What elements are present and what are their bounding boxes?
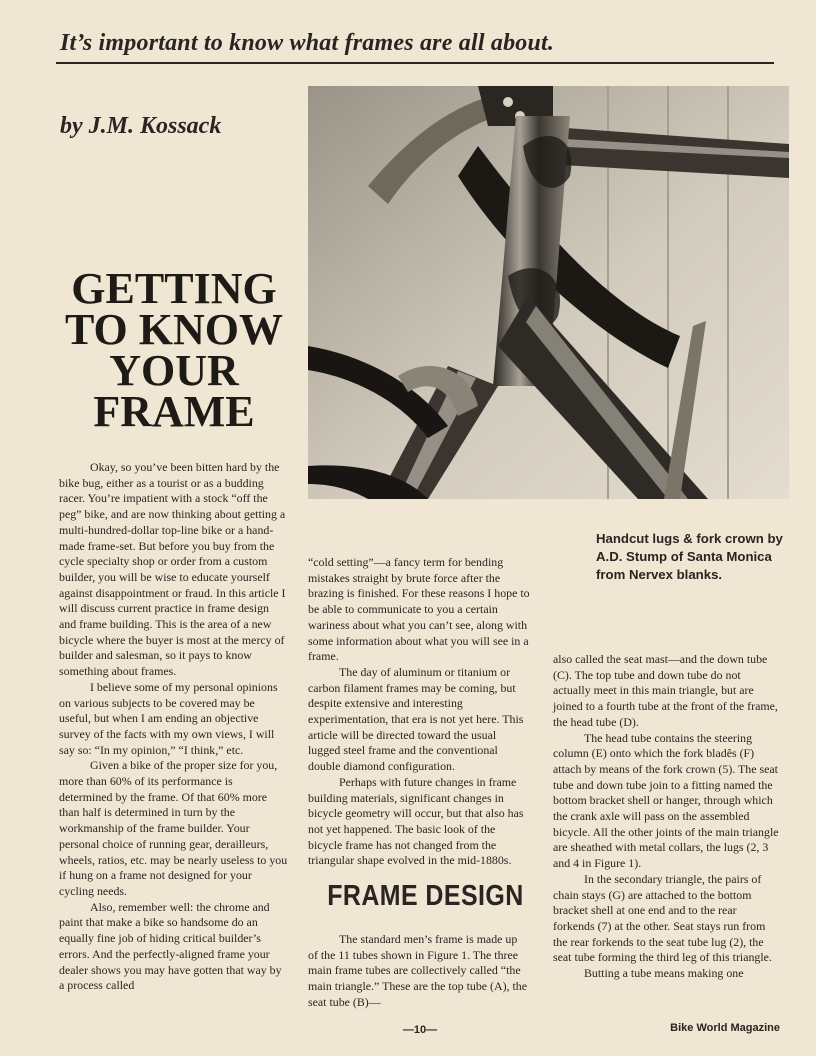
section-heading: FRAME DESIGN — [327, 880, 524, 912]
paragraph: Given a bike of the proper size for you, more than 60% of its performance is determined by the frame. Of that 60% more than half is determined in turn by the workmanship of the frame builder. Your personal choice of running gear, derailleurs, wheels, ratios, etc. may be nearly useless to you if hung on a frame not designed for your cycling needs. — [59, 758, 288, 898]
article-title — [55, 264, 293, 436]
bicycle-lug-photo — [308, 86, 789, 499]
paragraph: Also, remember well: the chrome and paint that make a bike so handsome do an equally fine job of hiding critical builder’s errors. And the perfectly-aligned frame your dealer shows you may have gotten that way by a process called — [59, 899, 282, 993]
paragraph: The standard men’s frame is made up of the 11 tubes shown in Figure 1. The three main frame tubes are collectively called “the main triangle.” These are the top tube (A), the seat tube (B)— — [308, 932, 528, 1009]
paragraph: Perhaps with future changes in frame building materials, significant changes in bicycle geometry will occur, but that also has not yet happened. The basic look of the bicycle frame has not changed from the triangular shape evolved in the mid-1880s. — [308, 774, 524, 868]
title-line: TO KNOW — [64, 305, 283, 354]
magazine-name: Bike World Magazine — [670, 1022, 780, 1034]
paragraph: The head tube contains the steering column (E) onto which the fork bladês (F) attach by means of the fork crown (5). The seat tube and down tube join to a fitting named the bottom bracket shell or hanger, through which the crank axle will pass on the assembled bicycle. All the other joints of the main triangle are sheathed with metal collars, the lugs (2, 3 and 4 in Figure 1). — [553, 730, 779, 871]
title-line: YOUR — [109, 346, 239, 395]
paragraph: In the secondary triangle, the pairs of chain stays (G) are attached to the bottom bracket shell at one end and to the rear forkends (7) at the other. Seat stays run from the rear forkends to the seat tube lug (2), the seat tube forming the third leg of this triangle. — [553, 871, 772, 965]
photo-caption: Handcut lugs & fork crown by A.D. Stump of Santa Monica from Nervex blanks. — [596, 531, 783, 582]
column-2-continued — [308, 932, 530, 1011]
headline-rule — [56, 62, 774, 64]
paragraph: I believe some of my personal opinions on various subjects to be covered may be useful, but when I am ending an objective survey of the facts with my own views, I will say so: “In my opinion,” “I think,” etc. — [59, 679, 278, 757]
paragraph: Okay, so you’ve been bitten hard by the bike bug, either as a tourist or as a budding racer. You’re impatient with a stock “off the peg” bike, and are now thinking about getting a multi-hundred-dollar top-line bike or a hand-made frame-set. But before you buy from the cycle specialty shop or order from a custom builder, you will be wise to educate yourself against disappointment or fraud. In this article I will discuss current practice in frame design and frame building. This is the area of a new bicycle where the buyer is most at the mercy of builder and salesman, so it pays to know something about frames. — [59, 460, 286, 679]
page-headline: It’s important to know what frames are all about. — [60, 30, 555, 56]
column-3 — [553, 652, 781, 982]
paragraph: also called the seat mast—and the down tube (C). The top tube and down tube do not actually meet in this main triangle, but are joined to a fourth tube at the front of the frame, the head tube (D). — [553, 652, 778, 729]
paragraph: “cold setting”—a fancy term for bending mistakes straight by brute force after the brazing is finished. For these reasons I hope to be able to communicate to you a certain wariness about what you can’t see, along with some information about what you will see in a frame. — [308, 555, 530, 664]
paragraph: Butting a tube means making one — [584, 966, 744, 981]
column-1 — [59, 460, 289, 994]
title-line: GETTING — [71, 264, 277, 313]
paragraph: The day of aluminum or titanium or carbon filament frames may be coming, but despite extensive and interesting experimentation, that era is not yet here. This article will be directed toward the usual lugged steel frame and the conventional double diamond configuration. — [308, 664, 524, 774]
column-2 — [308, 555, 530, 869]
page-number: —10— — [402, 1024, 438, 1036]
title-line: FRAME — [93, 387, 255, 436]
byline: by J.M. Kossack — [60, 113, 222, 139]
